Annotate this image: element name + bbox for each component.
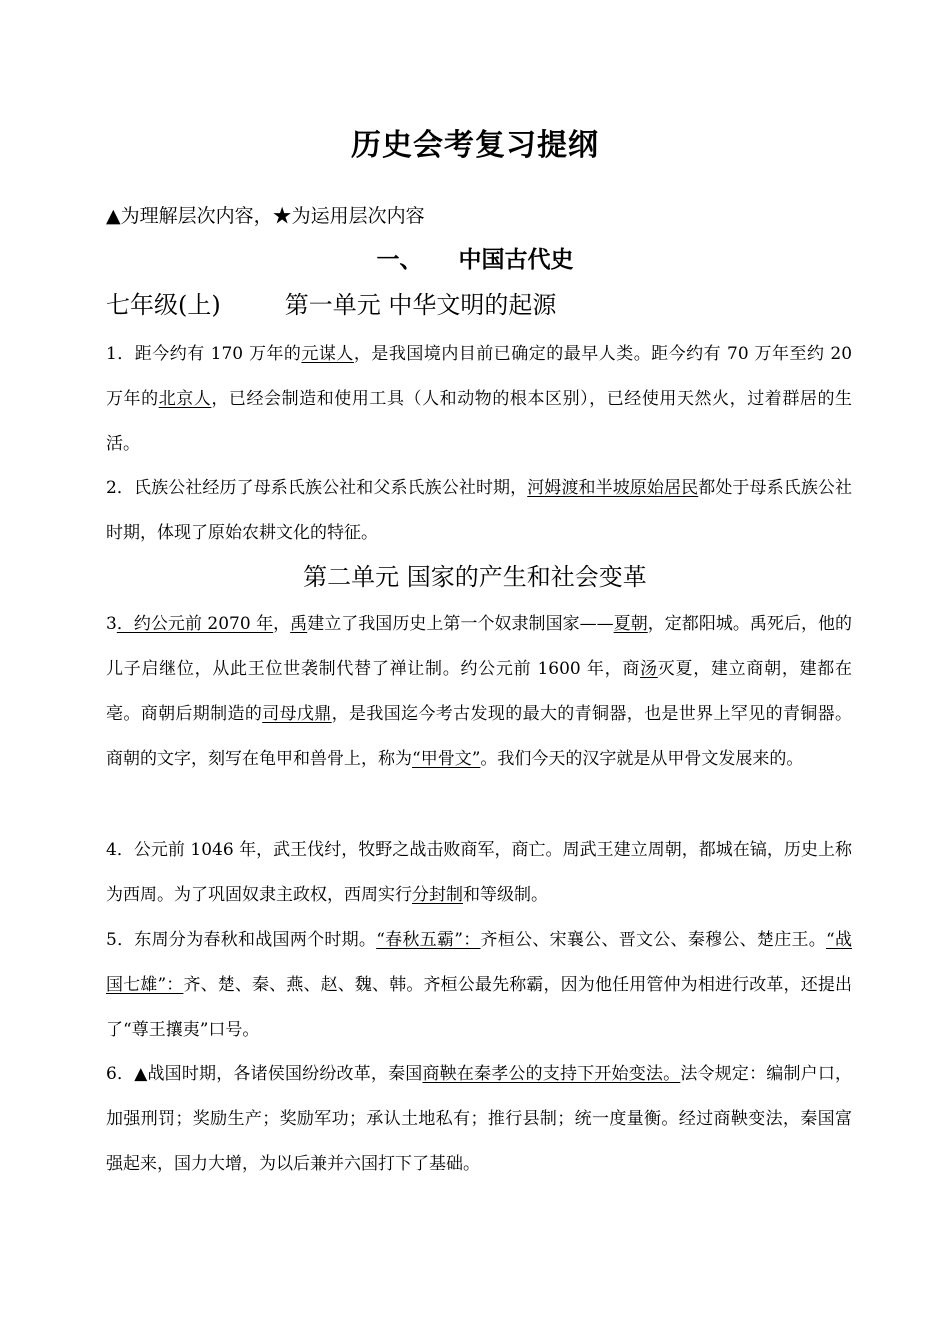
underlined-term: 元谋人 xyxy=(301,344,354,364)
text: 齐、楚、秦、燕、赵、魏、韩。齐桓公最先称霸，因为他任用管仲为相进行改革，还提出了“尊王攘夷”口号。 xyxy=(106,975,853,1040)
section-number: 一、 xyxy=(376,247,423,273)
unit1-heading xyxy=(106,288,556,322)
text: ，定都阳城。禹死后，他的儿子启继位，从此王位世袭制代替了禅让制。约公元前 1600 年，商 xyxy=(106,614,853,679)
paragraph-6 xyxy=(106,1052,852,1187)
text: ， xyxy=(273,614,291,634)
text: 和等级制。 xyxy=(463,885,548,905)
text: 4．公元前 1046 年，武王伐纣，牧野之战击败商军，商亡。周武王建立周朝，都城在镐，历史上称为西周。为了巩固奴隶主政权，西周实行 xyxy=(106,840,852,905)
unit2-heading: 第二单元 国家的产生和社会变革 xyxy=(303,563,647,591)
section-heading xyxy=(0,244,950,276)
unit1-name: 第一单元 中华文明的起源 xyxy=(284,291,557,319)
text: 法令规定：编制户口，加强刑罚；奖励生产；奖励军功；承认土地私有；推行县制；统一度量衡。经过商鞅变法，秦国富强起来，国力大增，为以后兼并六国打下了基础。 xyxy=(106,1064,853,1174)
underlined-term: 北京人 xyxy=(158,389,212,409)
text: 都处于母系氏族公社时期，体现了原始农耕文化的特征。 xyxy=(106,478,853,543)
section-name: 中国古代史 xyxy=(458,247,574,273)
underlined-term: 商鞅在秦孝公的支持下开始变法。 xyxy=(422,1064,681,1084)
text: 。我们今天的汉字就是从甲骨文发展来的。 xyxy=(480,749,804,769)
underlined-term: 河姆渡和半坡原始居民 xyxy=(527,478,699,498)
text: 灭夏，建立商朝，建都在亳。商朝后期制造的 xyxy=(106,659,853,724)
legend-note: ▲为理解层次内容，★为运用层次内容 xyxy=(106,205,425,227)
text: 2．氏族公社经历了母系氏族公社和父系氏族公社时期， xyxy=(106,478,528,498)
grade-label: 七年级(上) xyxy=(106,291,221,319)
text: 1．距今约有 170 万年的 xyxy=(106,344,302,364)
underlined-term: “春秋五霸”： xyxy=(376,930,481,950)
text: 建立了我国历史上第一个奴隶制国家—— xyxy=(307,614,614,634)
text: ，已经会制造和使用工具（人和动物的根本区别），已经使用天然火，过着群居的生活。 xyxy=(106,389,853,454)
text: 5．东周分为春秋和战国两个时期。 xyxy=(106,930,377,950)
text: 齐桓公、宋襄公、晋文公、秦穆公、楚庄王。 xyxy=(480,930,827,950)
paragraph-3 xyxy=(106,602,852,782)
underlined-term: 夏朝 xyxy=(613,614,648,634)
underlined-term: “战国七雄”： xyxy=(106,930,852,995)
underlined-term: 分封制 xyxy=(412,885,463,905)
underlined-term: ．约公元前 2070 年 xyxy=(116,614,274,634)
text: ，是我国迄今考古发现的最大的青铜器，也是世界上罕见的青铜器。商朝的文字，刻写在龟甲和兽骨上，称为 xyxy=(106,704,853,769)
paragraph-2 xyxy=(106,466,852,556)
underlined-term: 司母戊鼎 xyxy=(262,704,332,724)
text: 6．▲战国时期，各诸侯国纷纷改革，秦国 xyxy=(106,1064,423,1084)
paragraph-4 xyxy=(106,828,852,918)
underlined-term: 汤 xyxy=(640,659,658,679)
underlined-term: 禹 xyxy=(290,614,308,634)
text: 3 xyxy=(106,614,117,634)
document-title: 历史会考复习提纲 xyxy=(351,128,599,163)
paragraph-5 xyxy=(106,918,852,1053)
text: ，是我国境内目前已确定的最早人类。距今约有 70 万年至约 20 万年的 xyxy=(106,344,853,409)
paragraph-1 xyxy=(106,332,852,467)
underlined-term: “甲骨文” xyxy=(412,749,481,769)
